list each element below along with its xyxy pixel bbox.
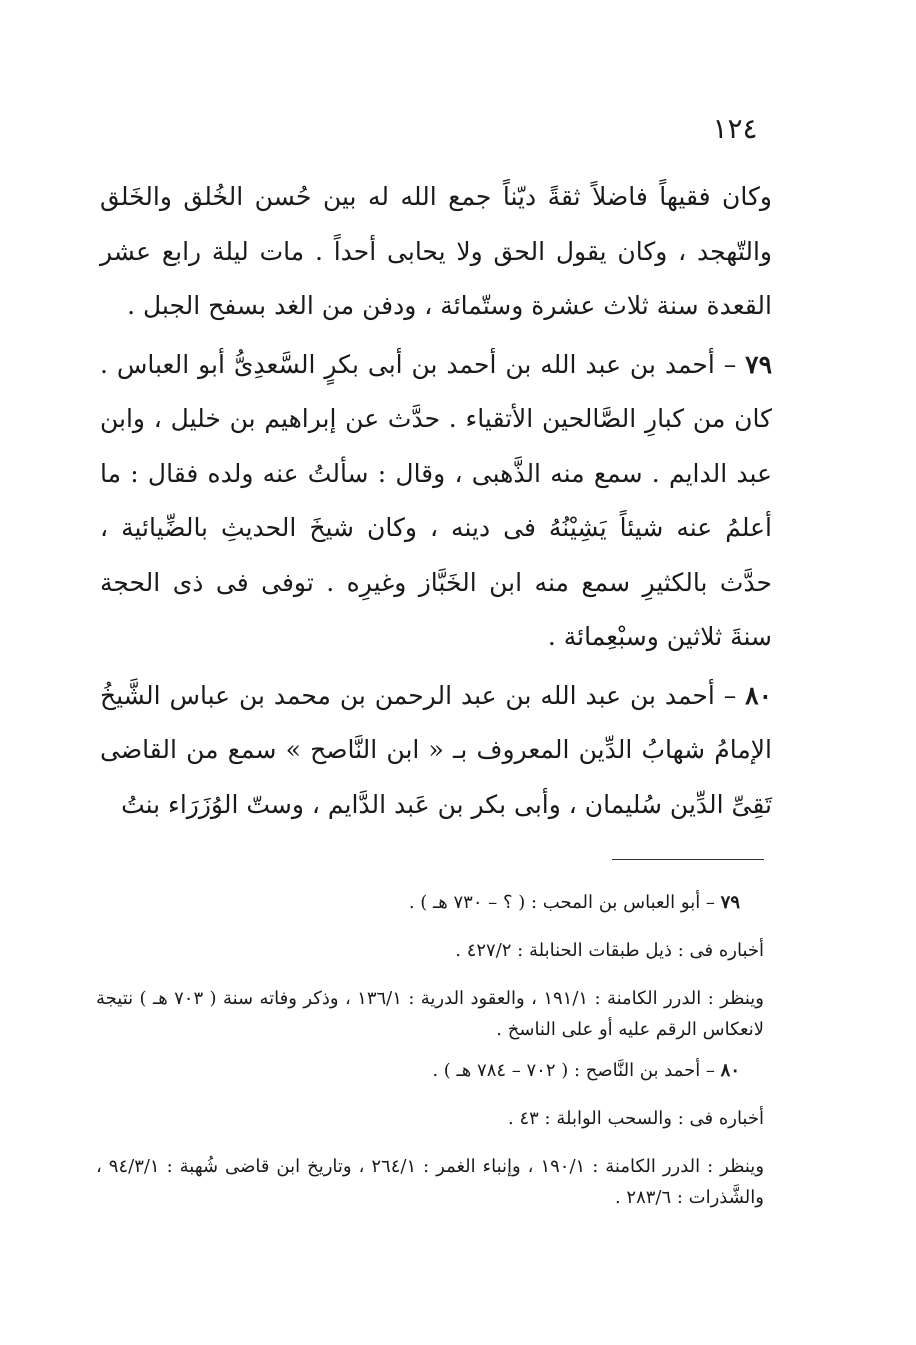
footnote-text: أخباره فى : ذيل طبقات الحنابلة : ٤٢٧/٢ . (455, 940, 764, 961)
footnote-number: ٨٠ (720, 1060, 740, 1081)
footnote-number: ٧٩ (720, 892, 740, 913)
footnote-79-sources (96, 935, 764, 966)
entry-80 (100, 669, 772, 833)
footnote-79-see-also (96, 983, 764, 1045)
entry-number: ٧٩ (745, 349, 772, 379)
footnote-text: – أبو العباس بن المحب : ( ؟ – ٧٣٠ هـ ) . (408, 892, 721, 913)
footnotes (96, 887, 764, 1223)
footnote-80-sources (96, 1103, 764, 1134)
paragraph-text: وكان فقيهاً فاضلاً ثقةً ديّناً جمع الله له بين حُسن الخُلق والخَلق والتّهجد ، وكان يقول الحق ولا يحابى أحداً . مات ليلة رابع عشر القعدة سنة ثلاث عشرة وستّمائة ، ودفن من الغد بسفح الجبل . (100, 182, 772, 320)
footnote-text: أخباره فى : والسحب الوابلة : ٤٣ . (508, 1108, 764, 1129)
footnote-80-heading (96, 1055, 764, 1086)
footnote-divider (612, 859, 764, 860)
paragraph-continuation (100, 170, 772, 334)
footnote-text: وينظر : الدرر الكامنة : ١٩٠/١ ، وإنباء الغمر : ٢٦٤/١ ، وتاريخ ابن قاضى شُهبة : ٩٤/٣/١ ، والشَّذرات : ٢٨٣/٦ . (96, 1156, 765, 1208)
entry-79 (100, 338, 772, 665)
footnote-text: – أحمد بن النَّاصح : ( ٧٠٢ – ٧٨٤ هـ ) . (432, 1060, 721, 1081)
page-number: ١٢٤ (712, 112, 758, 145)
footnote-text: وينظر : الدرر الكامنة : ١٩١/١ ، والعقود الدرية : ١٣٦/١ ، وذكر وفاته سنة ( ٧٠٣ هـ ) نتيجة لانعكاس الرقم عليه أو على الناسخ . (96, 988, 764, 1040)
entry-text: – أحمد بن عبد الله بن أحمد بن أبى بكرٍ السَّعدِىُّ أبو العباس . كان من كبارِ الصَّالحين الأتقياء . حدَّث عن إبراهيم بن خليل ، وابن عبد الدايم . سمع منه الذَّهبى ، وقال : سألتُ عنه ولده فقال : ما أعلمُ عنه شيئاً يَشِيْنُهُ فى دينه ، وكان شيخَ الحديثِ بالضِّيائية ، حدَّث بالكثيرِ سمع منه ابن الخَبَّاز وغيرِه . توفى فى ذى الحجة سنةَ ثلاثين وسبْعِمائة . (100, 349, 772, 651)
entry-number: ٨٠ (745, 680, 772, 710)
entry-text: – أحمد بن عبد الله بن عبد الرحمن بن محمد بن عباس الشَّيخُ الإمامُ شهابُ الدِّين المعروف بـ « ابن النَّاصح » سمع من القاضى تَقِىِّ الدِّين سُليمان ، وأبى بكر بن عَبد الدَّايم ، وستّ الوُزَرَاء بنتُ (100, 680, 772, 819)
footnote-80-see-also (96, 1151, 764, 1213)
footnote-79-heading (96, 887, 764, 918)
main-text (100, 170, 772, 832)
